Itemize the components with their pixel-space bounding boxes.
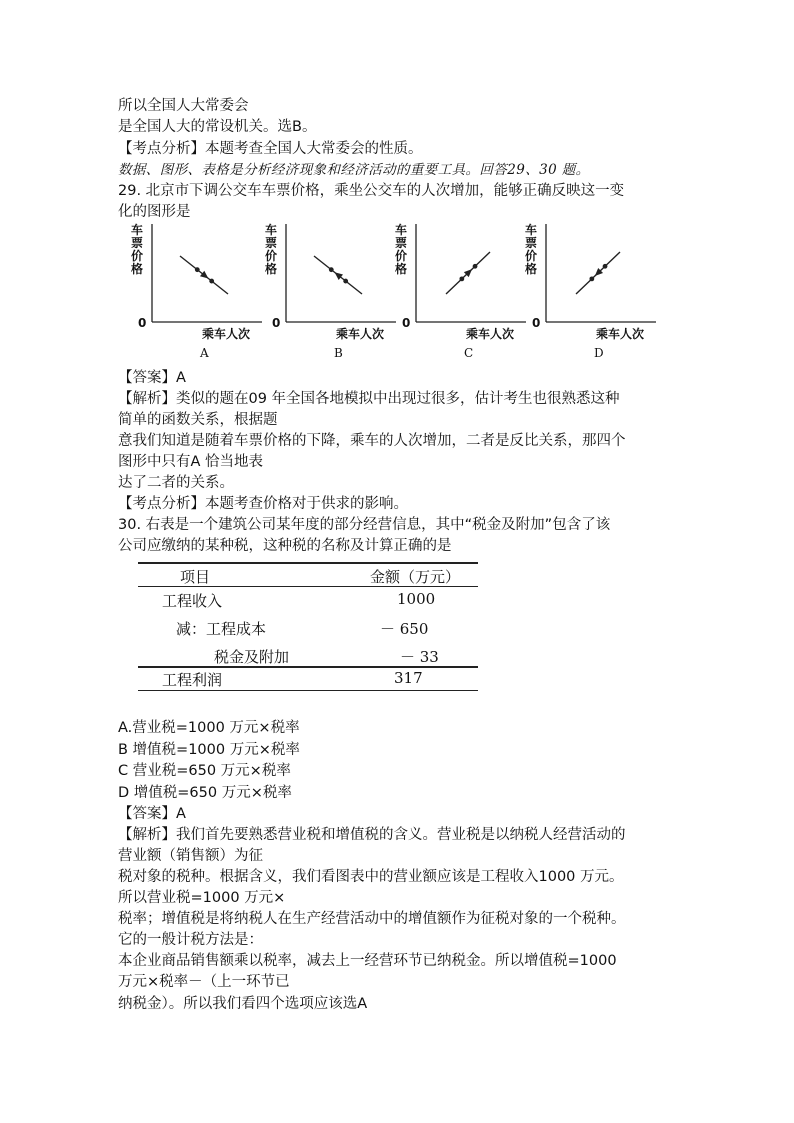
origin-label: 0 bbox=[532, 316, 541, 330]
graph-option-letter: B bbox=[334, 346, 343, 360]
origin-label: 0 bbox=[272, 316, 281, 330]
y-axis-label-char: 车 bbox=[394, 223, 407, 237]
table-row-item: 减：工程成本 bbox=[176, 620, 267, 638]
y-axis-label-char: 格 bbox=[130, 262, 143, 276]
table-header-rule bbox=[138, 586, 478, 587]
analysis-line: 营业额（销售额）为征 bbox=[118, 848, 263, 864]
analysis-line: 达了二者的关系。 bbox=[118, 475, 234, 491]
graph-plot bbox=[130, 218, 270, 338]
graph-option-a bbox=[130, 218, 270, 366]
graph-plot bbox=[264, 218, 404, 338]
text-line: 所以全国人大常委会 bbox=[118, 98, 249, 114]
analysis-line: 所以营业税=1000 万元× bbox=[118, 890, 286, 906]
table-row-amount: － 650 bbox=[380, 620, 429, 638]
analysis-line: 图形中只有A 恰当地表 bbox=[118, 454, 264, 470]
graph-option-letter: A bbox=[200, 346, 209, 360]
graph-option-letter: C bbox=[464, 346, 474, 360]
analysis-line: 万元×税率－（上一环节已 bbox=[118, 974, 290, 990]
question-29-line: 化的图形是 bbox=[118, 204, 191, 220]
y-axis-label-char: 车 bbox=[130, 223, 143, 237]
y-axis-label-char: 票 bbox=[264, 236, 277, 250]
y-axis-label-char: 格 bbox=[264, 262, 277, 276]
financial-table bbox=[138, 562, 478, 692]
option-d: D 增值税=650 万元×税率 bbox=[118, 785, 292, 801]
table-top-rule bbox=[138, 562, 478, 564]
curve-point bbox=[459, 276, 464, 281]
question-30-line: 公司应缴纳的某种税，这种税的名称及计算正确的是 bbox=[118, 538, 452, 554]
curve-point bbox=[603, 264, 608, 269]
question-30-line: 30. 右表是一个建筑公司某年度的部分经营信息，其中“税金及附加”包含了该 bbox=[118, 517, 611, 533]
y-axis-label-char: 票 bbox=[524, 236, 537, 250]
y-axis-label-char: 格 bbox=[394, 262, 407, 276]
graph-option-b bbox=[264, 218, 404, 366]
analysis-line: 税率；增值税是将纳税人在生产经营活动中的增值额作为征税对象的一个税种。 bbox=[118, 911, 626, 927]
analysis-line: 【考点分析】本题考查价格对于供求的影响。 bbox=[118, 496, 408, 512]
table-total-rule bbox=[138, 666, 478, 668]
analysis-line: 它的一般计税方法是： bbox=[118, 932, 263, 948]
answer-line: 【答案】A bbox=[118, 370, 186, 386]
analysis-line: 简单的函数关系，根据题 bbox=[118, 412, 278, 428]
curve-point bbox=[329, 267, 334, 272]
y-axis-label-char: 车 bbox=[264, 223, 277, 237]
graph-option-letter: D bbox=[594, 346, 604, 360]
graph-plot bbox=[394, 218, 534, 338]
analysis-line: 【解析】类似的题在09 年全国各地模拟中出现过很多，估计考生也很熟悉这种 bbox=[118, 391, 620, 407]
text-line: 【考点分析】本题考查全国人大常委会的性质。 bbox=[118, 141, 423, 157]
analysis-line: 本企业商品销售额乘以税率，减去上一经营环节已纳税金。所以增值税=1000 bbox=[118, 953, 617, 969]
answer-line: 【答案】A bbox=[118, 806, 186, 822]
curve-point bbox=[209, 279, 214, 284]
graph-option-c bbox=[394, 218, 534, 366]
y-axis-label-char: 票 bbox=[130, 236, 143, 250]
table-bottom-rule bbox=[138, 690, 478, 691]
y-axis-label-char: 价 bbox=[394, 249, 407, 263]
option-a: A.营业税=1000 万元×税率 bbox=[118, 720, 300, 736]
table-header-amount: 金额（万元） bbox=[370, 568, 461, 586]
curve-point bbox=[473, 264, 478, 269]
curve-point bbox=[589, 276, 594, 281]
intro-line: 数据、图形、表格是分析经济现象和经济活动的重要工具。回答29、30 题。 bbox=[118, 162, 590, 178]
y-axis-label-char: 票 bbox=[394, 236, 407, 250]
table-header-item: 项目 bbox=[180, 568, 211, 586]
x-axis-label: 乘车人次 bbox=[596, 327, 645, 341]
curve-point bbox=[195, 267, 200, 272]
table-row-amount: － 33 bbox=[400, 648, 439, 666]
question-29-line: 29. 北京市下调公交车车票价格，乘坐公交车的人次增加，能够正确反映这一变 bbox=[118, 183, 625, 199]
table-row-amount: 1000 bbox=[397, 590, 436, 608]
analysis-line: 【解析】我们首先要熟悉营业税和增值税的含义。营业税是以纳税人经营活动的 bbox=[118, 827, 626, 843]
text-line: 是全国人大的常设机关。选B。 bbox=[118, 119, 317, 135]
analysis-line: 税对象的税种。根据含义，我们看图表中的营业额应该是工程收入1000 万元。 bbox=[118, 869, 624, 885]
curve-point bbox=[343, 279, 348, 284]
y-axis-label-char: 车 bbox=[524, 223, 537, 237]
graph-option-d bbox=[524, 218, 664, 366]
origin-label: 0 bbox=[402, 316, 411, 330]
table-total-amount: 317 bbox=[394, 669, 423, 687]
analysis-line: 纳税金）。所以我们看四个选项应该选A bbox=[118, 996, 368, 1012]
table-total-item: 工程利润 bbox=[162, 671, 223, 689]
option-b: B 增值税=1000 万元×税率 bbox=[118, 742, 300, 758]
graph-plot bbox=[524, 218, 664, 338]
option-c: C 营业税=650 万元×税率 bbox=[118, 763, 291, 779]
x-axis-label: 乘车人次 bbox=[202, 327, 251, 341]
y-axis-label-char: 价 bbox=[264, 249, 277, 263]
analysis-line: 意我们知道是随着车票价格的下降，乘车的人次增加，二者是反比关系，那四个 bbox=[118, 433, 626, 449]
x-axis-label: 乘车人次 bbox=[466, 327, 515, 341]
y-axis-label-char: 格 bbox=[524, 262, 537, 276]
y-axis-label-char: 价 bbox=[130, 249, 143, 263]
origin-label: 0 bbox=[138, 316, 147, 330]
x-axis-label: 乘车人次 bbox=[336, 327, 385, 341]
y-axis-label-char: 价 bbox=[524, 249, 537, 263]
table-row-item: 工程收入 bbox=[162, 592, 223, 610]
table-row-item: 税金及附加 bbox=[214, 648, 290, 666]
